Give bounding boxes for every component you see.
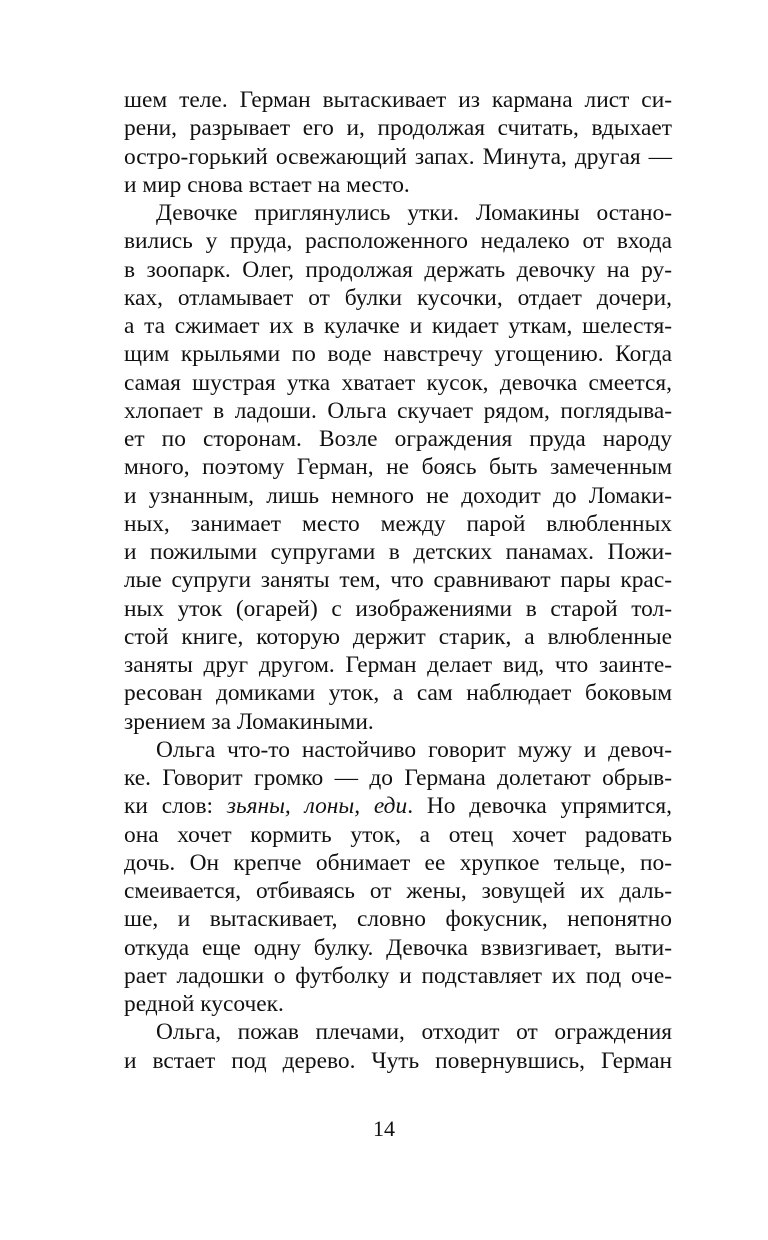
text-line: ресован домиками уток, а сам наблюдает боковым	[124, 680, 672, 707]
text-line: Девочке приглянулись утки. Ломакины остано-	[156, 200, 672, 226]
text-line: редной кусочек.	[124, 991, 284, 1017]
text-line: ках, отламывает от булки кусочки, отдает дочери,	[124, 284, 672, 311]
text-line: рает ладошки о футболку и подставляет их под оче-	[124, 962, 672, 989]
text-line: шем теле. Герман вытаскивает из кармана лист си-	[124, 87, 672, 113]
text-line: Ольга что-то настойчиво говорит мужу и девоч-	[156, 736, 672, 763]
text-line: зрением за Ломакиными.	[124, 708, 374, 735]
text-line: хлопает в ладоши. Ольга скучает рядом, поглядыва-	[124, 397, 672, 424]
text-line: заняты друг другом. Герман делает вид, что заинте-	[124, 652, 672, 678]
text-line: ет по сторонам. Возле ограждения пруда народу	[124, 426, 672, 452]
text-segment: . Но девочка упрямится,	[407, 793, 673, 820]
text-line: смеивается, отбиваясь от жены, зовущей их даль-	[124, 878, 672, 904]
text-line: а та сжимает их в кулачке и кидает уткам, шелестя-	[124, 313, 672, 339]
text-line: щим крыльями по воде навстречу угощению. Когда	[124, 341, 672, 368]
paragraph	[124, 1018, 672, 1075]
text-line: в зоопарк. Олег, продолжая держать девочку на ру-	[124, 256, 672, 283]
text-line: ке. Говорит громко — до Германа долетают обрыв-	[124, 765, 672, 791]
text-segment: ки слов:	[124, 793, 227, 820]
body-text	[124, 86, 672, 1075]
text-line: и мир снова встает на место.	[124, 171, 410, 198]
text-line: лые супруги заняты тем, что сравнивают пары крас-	[124, 567, 672, 594]
text-line: Ольга, пожав плечами, отходит от ограждения	[156, 1019, 672, 1046]
page-number: 14	[373, 1116, 395, 1141]
text-line: много, поэтому Герман, не боясь быть замеченным	[124, 454, 672, 481]
text-line: стой книге, которую держит старик, а влюбленные	[124, 623, 672, 650]
text-line: ных уток (огарей) с изображениями в старой тол-	[124, 595, 672, 622]
paragraph	[124, 736, 672, 1019]
italic-text-segment: зьяны, лоны, еди	[226, 793, 408, 820]
text-line: дочь. Он крепче обнимает ее хрупкое тельце, по-	[124, 849, 672, 876]
text-line: рени, разрывает его и, продолжая считать, вдыхает	[124, 115, 672, 142]
text-line	[124, 792, 672, 820]
text-line: и узнанным, лишь немного не доходит до Ломаки-	[124, 482, 672, 509]
text-line: и встает под дерево. Чуть повернувшись, Герман	[124, 1047, 672, 1074]
text-line: ных, занимает место между парой влюбленных	[124, 510, 672, 537]
paragraph	[124, 199, 672, 736]
text-line: она хочет кормить уток, а отец хочет радовать	[124, 821, 672, 848]
text-line: самая шустрая утка хватает кусок, девочка смеется,	[124, 369, 672, 396]
paragraph	[124, 86, 672, 199]
text-line: ше, и вытаскивает, словно фокусник, непонятно	[124, 906, 672, 933]
text-line: вились у пруда, расположенного недалеко от входа	[124, 228, 672, 255]
text-line: и пожилыми супругами в детских панамах. Пожи-	[124, 539, 672, 565]
text-line: остро-горький освежающий запах. Минута, другая —	[124, 143, 672, 170]
text-line: откуда еще одну булку. Девочка взвизгивает, выти-	[124, 934, 672, 961]
